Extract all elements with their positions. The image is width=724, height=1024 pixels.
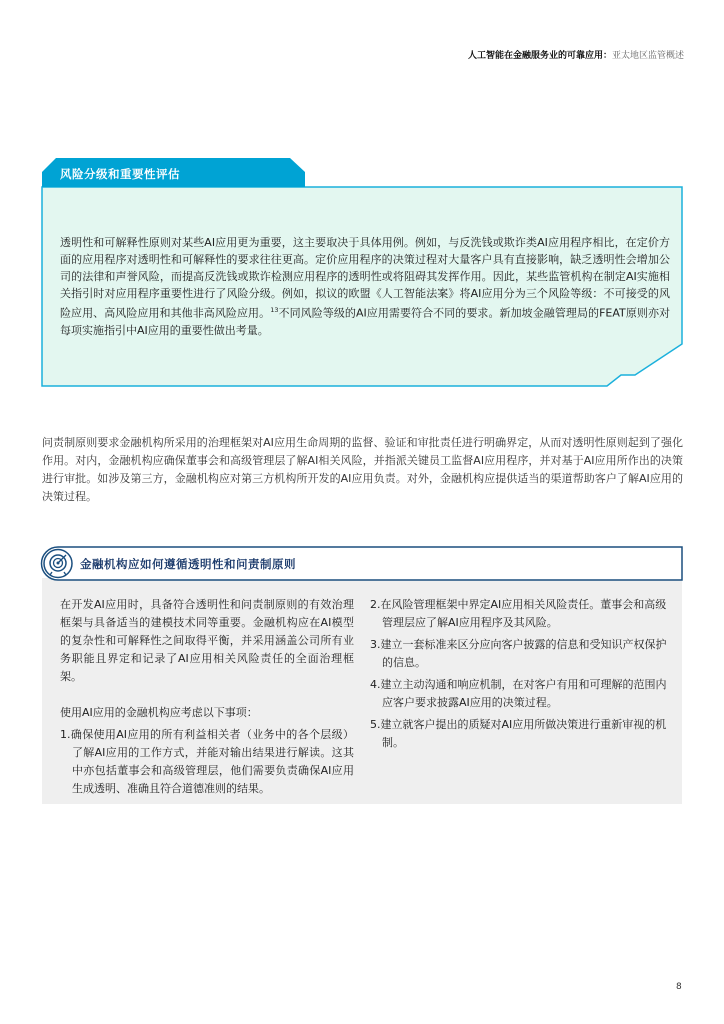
page-number: 8 — [676, 982, 682, 992]
running-header: 人工智能在金融服务业的可靠应用：亚太地区监管概述 — [467, 51, 684, 61]
list-item: 2.在风险管理框架中界定AI应用相关风险责任。董事会和高级管理层应了解AI应用程序及其风险。 — [370, 598, 667, 629]
footnote-ref: 13 — [270, 306, 279, 314]
box1-title: 风险分级和重要性评估 — [60, 167, 180, 181]
body-paragraph: 问责制原则要求金融机构所采用的治理框架对AI应用生命周期的监督、验证和审批责任进行明确界定，从而对透明性原则起到了强化作用。对内，金融机构应确保董事会和高级管理层了解AI相关风险，并指派关键员工监督AI应用程序，并对基于AI应用所作出的决策进行审批。如涉及第三方，金融机构应对第三方机构所开发的AI应用负责。对外，金融机构应提供适当的渠道帮助客户了解AI应用的决策过程。 — [42, 436, 683, 503]
box2-left-column — [60, 596, 354, 802]
box2-title: 金融机构应如何遵循透明性和问责制原则 — [80, 557, 296, 571]
box2-right-column — [370, 596, 670, 756]
target-icon — [44, 550, 72, 578]
list-item: 1.确保使用AI应用的所有利益相关者（业务中的各个层级）了解AI应用的工作方式，并能对输出结果进行解读。这其中亦包括董事会和高级管理层，他们需要负责确保AI应用生成透明、准确且符合道德准则的结果。 — [60, 728, 354, 795]
list-item: 4.建立主动沟通和响应机制，在对客户有用和可理解的范围内应客户要求披露AI应用的决策过程。 — [370, 678, 667, 709]
list-item: 3.建立一套标准来区分应向客户披露的信息和受知识产权保护的信息。 — [370, 638, 667, 669]
box2-lead: 使用AI应用的金融机构应考虑以下事项： — [60, 706, 258, 719]
box2-intro: 在开发AI应用时，具备符合透明性和问责制原则的有效治理框架与具备适当的建模技术同等重要。金融机构应在AI模型的复杂性和可解释性之间取得平衡，并采用涵盖公司所有业务职能且界定和记录了AI应用相关风险责任的全面治理框架。 — [60, 598, 354, 683]
list-item: 5.建立就客户提出的质疑对AI应用所做决策进行重新审视的机制。 — [370, 718, 667, 749]
box1-text: 透明性和可解释性原则对某些AI应用更为重要，这主要取决于具体用例。例如，与反洗钱或欺诈类AI应用程序相比，在定价方面的应用程序对透明性和可解释性的要求往往更高。定价应用程序的决策过程对大量客户具有直接影响，缺乏透明性会增加公司的法律和声誉风险，而提高反洗钱或欺诈检测应用程序的透明性或将阻碍其发挥作用。因此，某些监管机构在制定AI实施相关指引时对应用程序重要性进行了风险分级。例如，拟议的欧盟《人工智能法案》将AI应用分为三个风险等级：不可接受的风险应用、高风险应用和其他非高风险应用。$^{13}$不同风险等级的AI应用需要符合不同的要求。新加坡金融管理局的FEAT原则亦对每项实施指引中AI应用的重要性做出考量。 — [60, 236, 671, 337]
